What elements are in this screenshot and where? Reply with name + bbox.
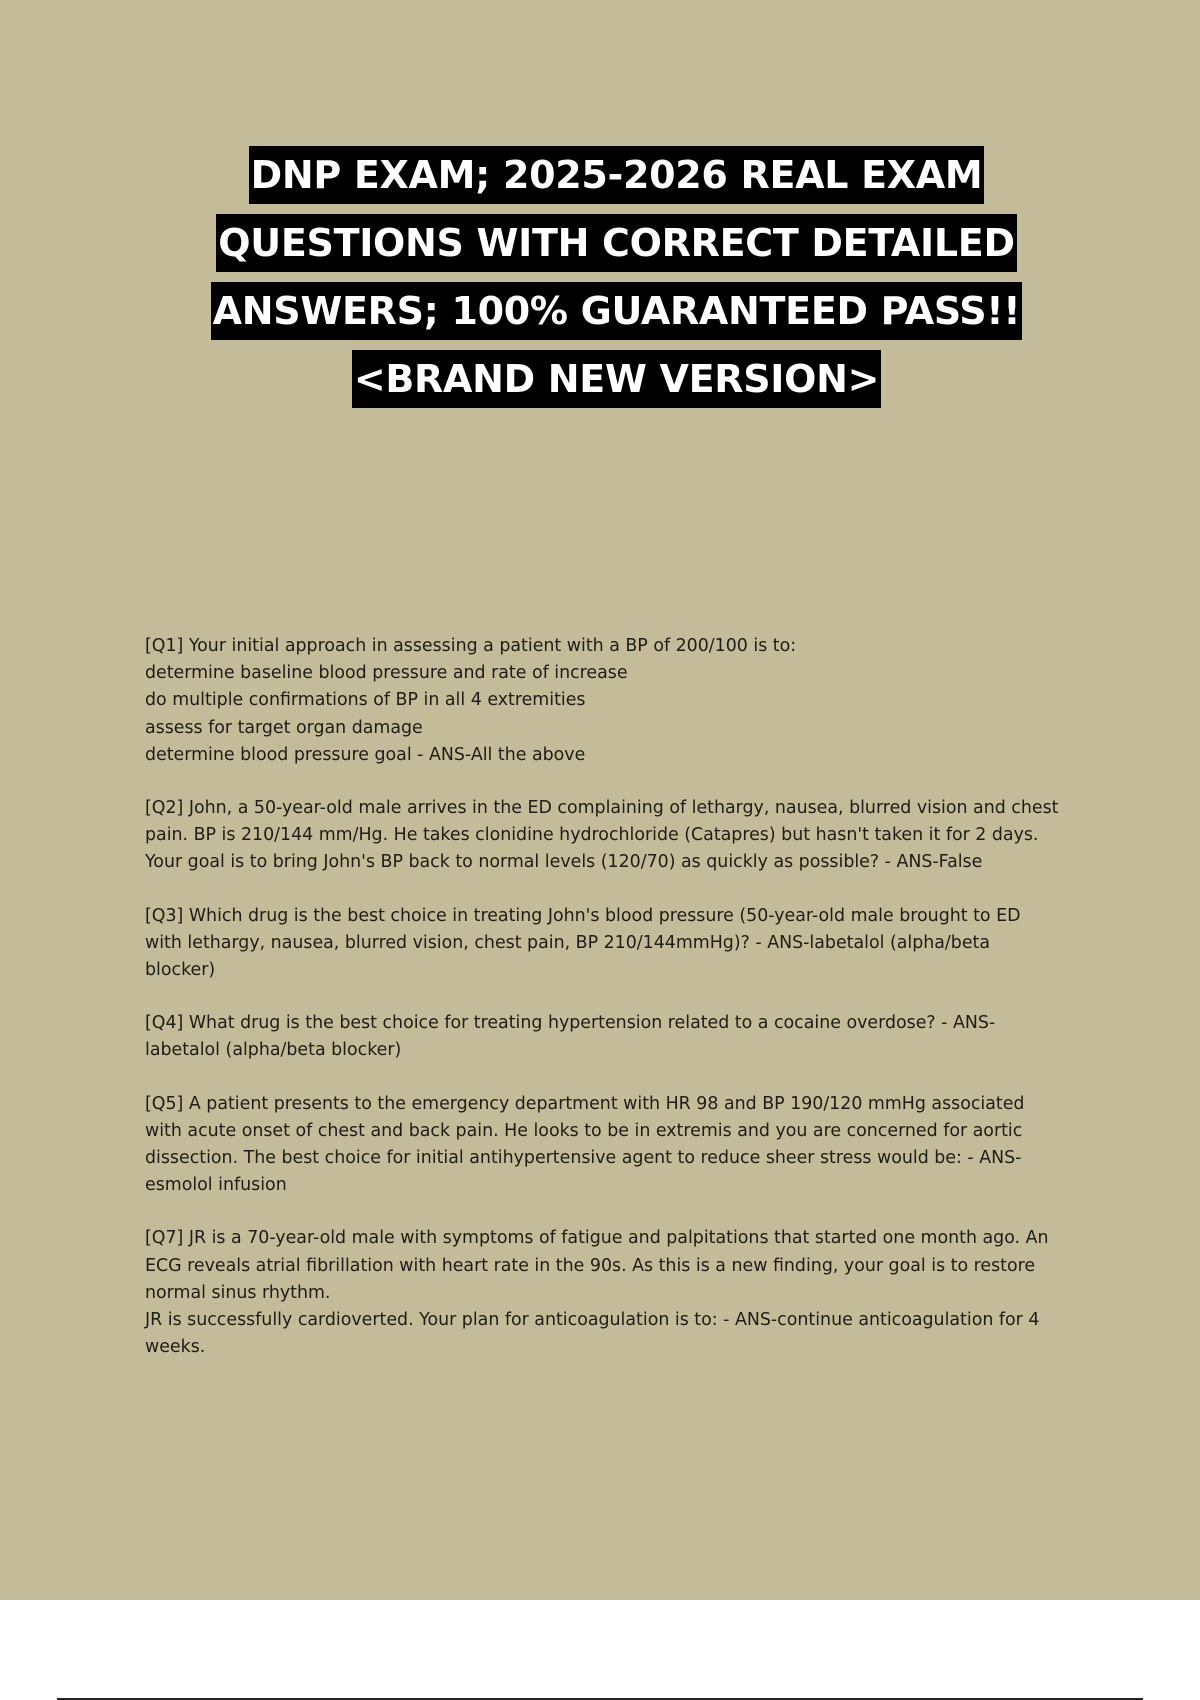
document-title: [0, 146, 1200, 418]
question-text-line: with lethargy, nausea, blurred vision, chest pain, BP 210/144mmHg)? - ANS-labetalol (alpha/beta: [145, 932, 991, 953]
question-text-line: JR is successfully cardioverted. Your plan for anticoagulation is to: - ANS-continue anticoagulation for 4: [145, 1310, 1040, 1331]
question-q2: [145, 795, 1090, 877]
question-option-line: determine baseline blood pressure and rate of increase: [145, 663, 628, 684]
question-answer-line: Your goal is to bring John's BP back to normal levels (120/70) as quickly as possible? - ANS-False: [145, 852, 983, 873]
question-option-line: assess for target organ damage: [145, 717, 423, 738]
question-text-line: dissection. The best choice for initial antihypertensive agent to reduce sheer stress would be: - ANS-: [145, 1148, 1022, 1169]
question-answer-line: determine blood pressure goal - ANS-All the above: [145, 744, 586, 765]
question-text-line: [Q1] Your initial approach in assessing a patient with a BP of 200/100 is to:: [145, 636, 797, 656]
question-list: [145, 633, 1090, 1387]
question-text-line: with acute onset of chest and back pain. He looks to be in extremis and you are concerned for aortic: [145, 1120, 1023, 1141]
question-answer-line: labetalol (alpha/beta blocker): [145, 1040, 402, 1061]
question-q4: [145, 1010, 1090, 1064]
question-text-line: [Q5] A patient presents to the emergency department with HR 98 and BP 190/120 mmHg associated: [145, 1093, 1025, 1114]
title-line-2: QUESTIONS WITH CORRECT DETAILED: [216, 214, 1016, 272]
question-q5: [145, 1091, 1090, 1200]
question-text-line: ECG reveals atrial fibrillation with heart rate in the 90s. As this is a new finding, your goal is to restore: [145, 1255, 1036, 1276]
question-answer-line: weeks.: [145, 1337, 206, 1358]
question-text-line: [Q3] Which drug is the best choice in treating John's blood pressure (50-year-old male brought to ED: [145, 905, 1021, 926]
question-answer-line: esmolol infusion: [145, 1175, 287, 1196]
question-answer-line: blocker): [145, 960, 216, 981]
question-q7: [145, 1225, 1090, 1361]
question-q1: [145, 633, 1090, 769]
question-text-line: [Q4] What drug is the best choice for treating hypertension related to a cocaine overdose? - ANS-: [145, 1013, 996, 1034]
question-text-line: [Q2] John, a 50-year-old male arrives in the ED complaining of lethargy, nausea, blurred vision and chest: [145, 798, 1059, 819]
title-line-3: ANSWERS; 100% GUARANTEED PASS!!: [211, 282, 1023, 340]
question-option-line: do multiple confirmations of BP in all 4 extremities: [145, 690, 586, 711]
question-text-line: [Q7] JR is a 70-year-old male with symptoms of fatigue and palpitations that started one month ago. An: [145, 1228, 1049, 1249]
question-q3: [145, 903, 1090, 985]
title-line-4: <BRAND NEW VERSION>: [352, 350, 881, 408]
question-text-line: pain. BP is 210/144 mm/Hg. He takes clonidine hydrochloride (Catapres) but hasn't taken it for 2 days.: [145, 825, 1039, 846]
title-line-1: DNP EXAM; 2025-2026 REAL EXAM: [249, 146, 985, 204]
question-text-line: normal sinus rhythm.: [145, 1282, 331, 1303]
